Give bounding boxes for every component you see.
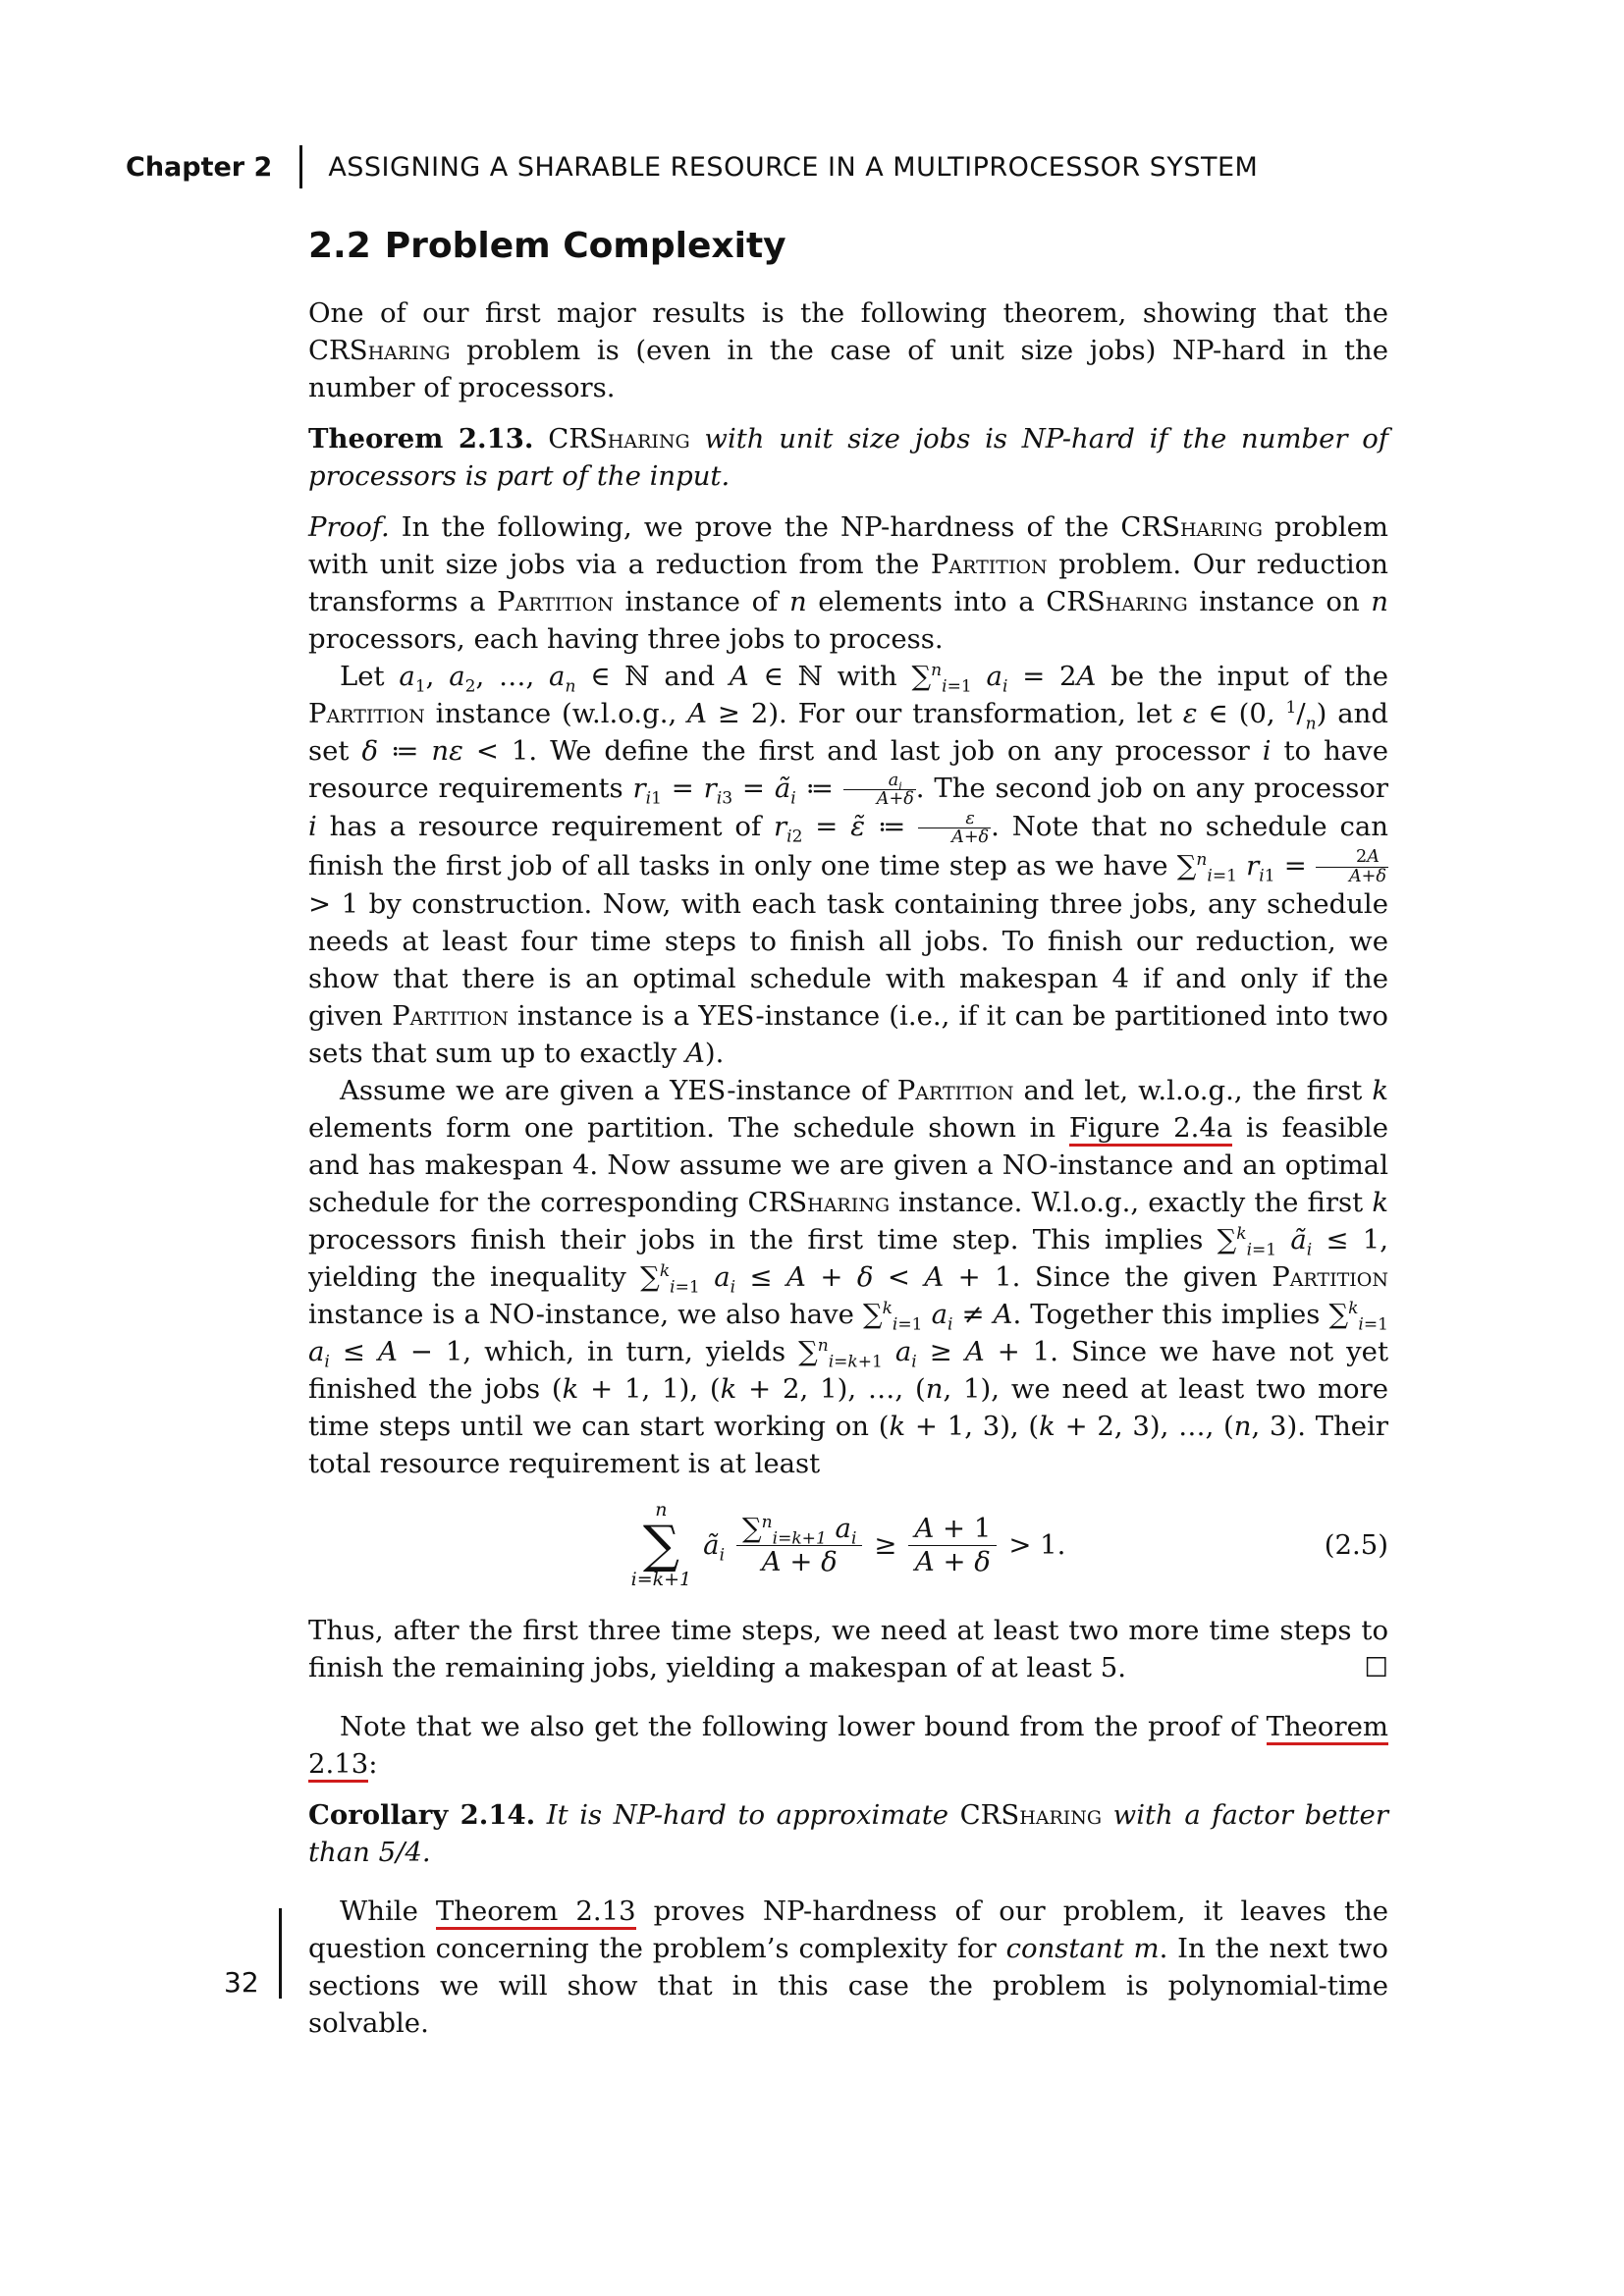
closing-paragraph: While Theorem 2.13 proves NP-hardness of our problem, it leaves the question concerning the problem’s complexity for constant m. In the next two sections we will show that in this case the problem is polynomial-time solvable. bbox=[308, 1896, 1389, 2040]
note-paragraph: Note that we also get the following lower bound from the proof of Theorem 2.13: bbox=[308, 1708, 1388, 1783]
page-footer bbox=[224, 1908, 282, 1999]
chapter-label: Chapter 2 bbox=[126, 151, 273, 183]
page-header bbox=[126, 145, 1258, 188]
theorem-label: Theorem 2.13. bbox=[308, 423, 534, 454]
proof-label: Proof. bbox=[308, 511, 390, 543]
page-number: 32 bbox=[224, 1966, 259, 1999]
section-title: Problem Complexity bbox=[384, 226, 786, 266]
proof-paragraph-3: Assume we are given a YES-instance of Partition and let, w.l.o.g., the first k elements form one partition. The schedule shown in Figure 2.4a is feasible and has makespan 4. Now assume we are given a NO-instance and an optimal schedule for the corresponding CRSharing instance. W.l.o.g., exactly the first k processors finish their jobs in the first time step. This implies ∑$^k_{i=1}$ $ã_i \le 1$, yielding the inequality ∑$^k_{i=1}$ $a_i \le A + \delta < A + 1$. Since the given Partition instance is a NO-instance, we also have ∑$^k_{i=1}$ $a_i \ne A$. Together this implies ∑$^k_{i=1}$ $a_i \le A - 1$, which, in turn, yields ∑$^n_{i=k+1}$ $a_i \ge A + 1$. Since we have not yet finished the jobs (k + 1, 1), (k + 2, 1), …, (n, 1), we need at least two more time steps until we can start working on (k + 1, 3), (k + 2, 3), …, (n, 3). Their total resource requirement is at least bbox=[308, 1075, 1388, 1480]
proof-paragraph-1: Proof. In the following, we prove the NP-hardness of the CRSharing problem with unit size jobs via a reduction from the Partition problem. Our reduction transforms a Partition instance of n elements into a CRSharing instance on n processors, each having three jobs to process. bbox=[308, 511, 1388, 655]
corollary-2-14: Corollary 2.14. It is NP-hard to approximate CRSharing with a factor better than 5/4. bbox=[308, 1799, 1388, 1869]
theorem-2-13: Theorem 2.13. CRSharing with unit size jobs is NP-hard if the number of processors is part of the input. bbox=[308, 423, 1388, 492]
header-divider bbox=[299, 145, 302, 188]
proof-paragraph-2: Let $a_1$, $a_2$, …, $a_n$ ∈ ℕ and A ∈ ℕ with ∑$^n_{i=1}$ $a_i = 2A$ be the input of the Partition instance (w.l.o.g., A ≥ 2). For our transformation, let ε ∈ (0, $^1/_n$) and set δ ≔ nε < 1. We define the first and last job on any processor i to have resource requirements $r_{i1} = r_{i3}$ = $ã_i$ ≔ $\frac{a_i}{A+\delta}$ . The second job on any processor i has a resource requirement of $r_{i2}$ = ε̃ ≔ $\frac{\varepsilon}{A+\delta}$ . Note that no schedule can finish the first job of all tasks in only one time step as we have ∑$^n_{i=1}$ $r_{i1}$ = $\frac{2A}{A+\delta}$ > 1 by construction. Now, with each task containing three jobs, any schedule needs at least four time steps to finish all jobs. To finish our reduction, we show that there is an optimal schedule with makespan 4 if and only if the given Partition instance is a YES-instance (i.e., if it can be partitioned into two sets that sum up to exactly A). bbox=[308, 660, 1389, 1070]
footer-divider bbox=[279, 1908, 282, 1999]
qed-symbol: ☐ bbox=[1364, 1652, 1388, 1684]
chapter-title: ASSIGNING A SHARABLE RESOURCE IN A MULTIPROCESSOR SYSTEM bbox=[328, 151, 1259, 183]
section-heading bbox=[308, 228, 1388, 265]
intro-paragraph: One of our first major results is the following theorem, showing that the CRSharing problem is (even in the case of unit size jobs) NP-hard in the number of processors. bbox=[308, 297, 1388, 403]
section-number: 2.2 bbox=[308, 226, 371, 266]
corollary-label: Corollary 2.14. bbox=[308, 1799, 536, 1832]
page-body bbox=[308, 216, 1388, 2042]
equation-2-5: n ∑ i=k+1 $ã_i$ $\frac{\sum^n_{i=k+1} a_i}{A + \delta}$ ≥ $\frac{A + 1}{A + \delta}$ > 1. (2.5) bbox=[630, 1499, 1388, 1591]
proof-paragraph-4: Thus, after the first three time steps, we need at least two more time steps to finish the remaining jobs, yielding a makespan of at least 5. ☐ bbox=[308, 1612, 1388, 1686]
figure-2-4a-link[interactable]: Figure 2.4a bbox=[1069, 1112, 1232, 1147]
theorem-2-13-link[interactable]: Theorem 2.13 bbox=[308, 1711, 1388, 1783]
equation-number: (2.5) bbox=[1324, 1529, 1388, 1562]
sum-symbol: n ∑ i=k+1 bbox=[630, 1499, 692, 1591]
theorem-2-13-link-2[interactable]: Theorem 2.13 bbox=[436, 1896, 636, 1930]
